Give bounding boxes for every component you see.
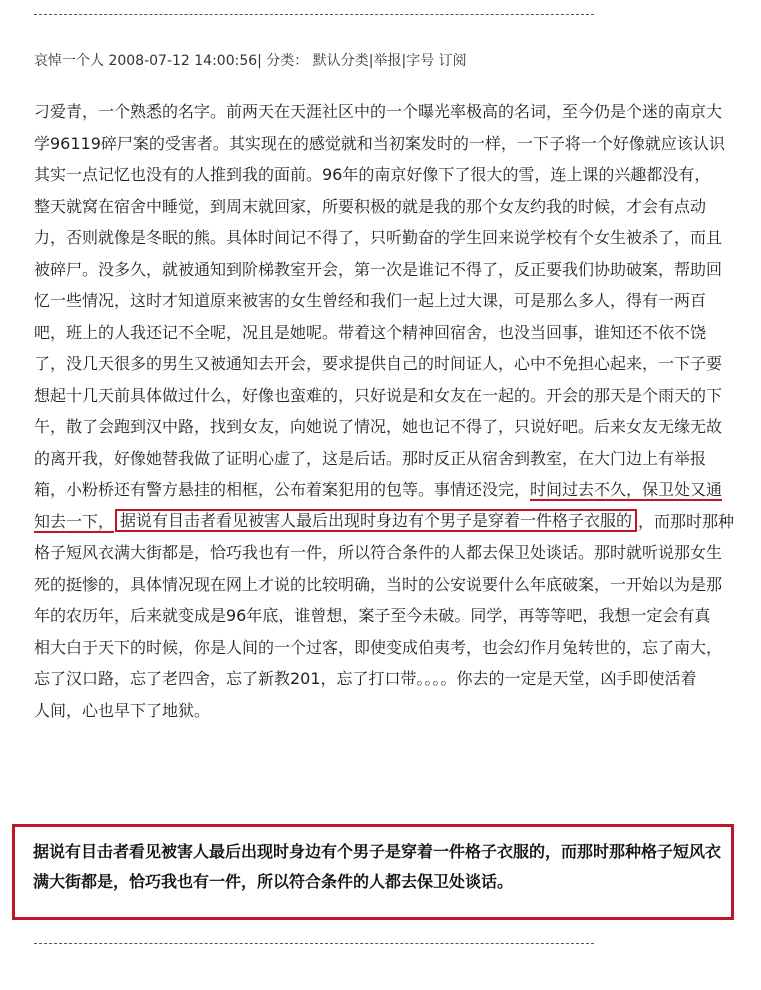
- article-line: 被碎尸。没多久，就被通知到阶梯教室开会，第一次是谁记不得了，反正要我们协助破案，帮助回: [34, 259, 723, 279]
- article-line: 其实一点记忆也没有的人推到我的面前。96年的南京好像下了很大的雪，连上课的兴趣都没有，: [34, 165, 711, 184]
- article-line: 的离开我，好像她替我做了证明心虚了，这是后话。那时反正从宿舍到教室，在大门边上有举报: [34, 448, 707, 468]
- article-line: 相大白于天下的时候，你是人间的一个过客，即使变成伯夷考，也会幻作月兔转世的，忘了南大，: [34, 637, 723, 657]
- article-line: 忘了汉口路，忘了老四舍，忘了新教201，忘了打口带。。。。你去的一定是天堂，凶手即使活着: [34, 669, 697, 688]
- underlined-text: 时间过去不久，保卫处又通: [530, 480, 723, 499]
- article-line: 格子短风衣满大街都是，恰巧我也有一件，所以符合条件的人都去保卫处谈话。那时就听说那女生: [34, 543, 723, 562]
- article-line: 人间，心也早下了地狱。: [34, 700, 211, 720]
- underlined-text: 知去一下，: [34, 511, 115, 531]
- underlined-text: 据说有目击者看见被害人最后出现时身边有个男子是穿着一件格子衣服的: [120, 510, 633, 530]
- bottom-divider: [34, 943, 594, 944]
- article-line: 年的农历年，后来就变成是96年底，谁曾想，案子至今未破。同学，再等等吧，我想一定会有真: [34, 606, 711, 625]
- callout-line: 据说有目击者看见被害人最后出现时身边有个男子是穿着一件格子衣服的，而那时那种格子短风衣: [33, 842, 722, 861]
- post-meta: 哀悼一个人 2008-07-12 14:00:56| 分类： 默认分类|举报|字号 订阅: [34, 53, 467, 69]
- quote-callout-box: [12, 824, 734, 920]
- article-line: 学96119碎尸案的受害者。其实现在的感觉就和当初案发时的一样，一下子将一个好像就应该认识: [34, 133, 725, 153]
- article-line: 吧，班上的人我还记不全呢，况且是她呢。带着这个精神回宿舍，也没当回事，谁知还不依不饶: [34, 322, 707, 342]
- article-line: 忆一些情况，这时才知道原来被害的女生曾经和我们一起上过大课，可是那么多人，得有一两百: [34, 291, 707, 310]
- callout-text: [33, 837, 722, 897]
- boxed-highlight: [115, 509, 637, 532]
- article-line: 午，散了会跑到汉中路，找到女友，向她说了情况，她也记不得了，只说好吧。后来女友无缘无故: [34, 417, 723, 436]
- article-line: 死的挺惨的，具体情况现在网上才说的比较明确，当时的公安说要什么年底破案，一开始以为是那: [34, 574, 723, 594]
- top-divider: [34, 14, 594, 15]
- article-line: 想起十几天前具体做过什么，好像也蛮难的，只好说是和女友在一起的。开会的那天是个雨天的下: [34, 385, 723, 405]
- article-line: 力，否则就像是冬眠的熊。具体时间记不得了，只听勤奋的学生回来说学校有个女生被杀了，而且: [34, 228, 723, 247]
- article-text: ，而那时那种: [638, 511, 735, 531]
- callout-line: 满大街都是，恰巧我也有一件，所以符合条件的人都去保卫处谈话。: [33, 872, 514, 891]
- article-line: 刁爱青，一个熟悉的名字。前两天在天涯社区中的一个曝光率极高的名词，至今仍是个迷的南京大: [34, 102, 723, 121]
- article-line: [34, 474, 734, 506]
- article-line: 了，没几天很多的男生又被通知去开会，要求提供自己的时间证人，心中不免担心起来，一下子要: [34, 354, 723, 373]
- article-line: [34, 506, 734, 538]
- article-body: [34, 96, 734, 726]
- article-line: 整天就窝在宿舍中睡觉，到周末就回家，所要积极的就是我的那个女友约我的时候，才会有点动: [34, 196, 707, 216]
- article-text: 箱，小粉桥还有警方悬挂的相框，公布着案犯用的包等。事情还没完，: [34, 480, 531, 499]
